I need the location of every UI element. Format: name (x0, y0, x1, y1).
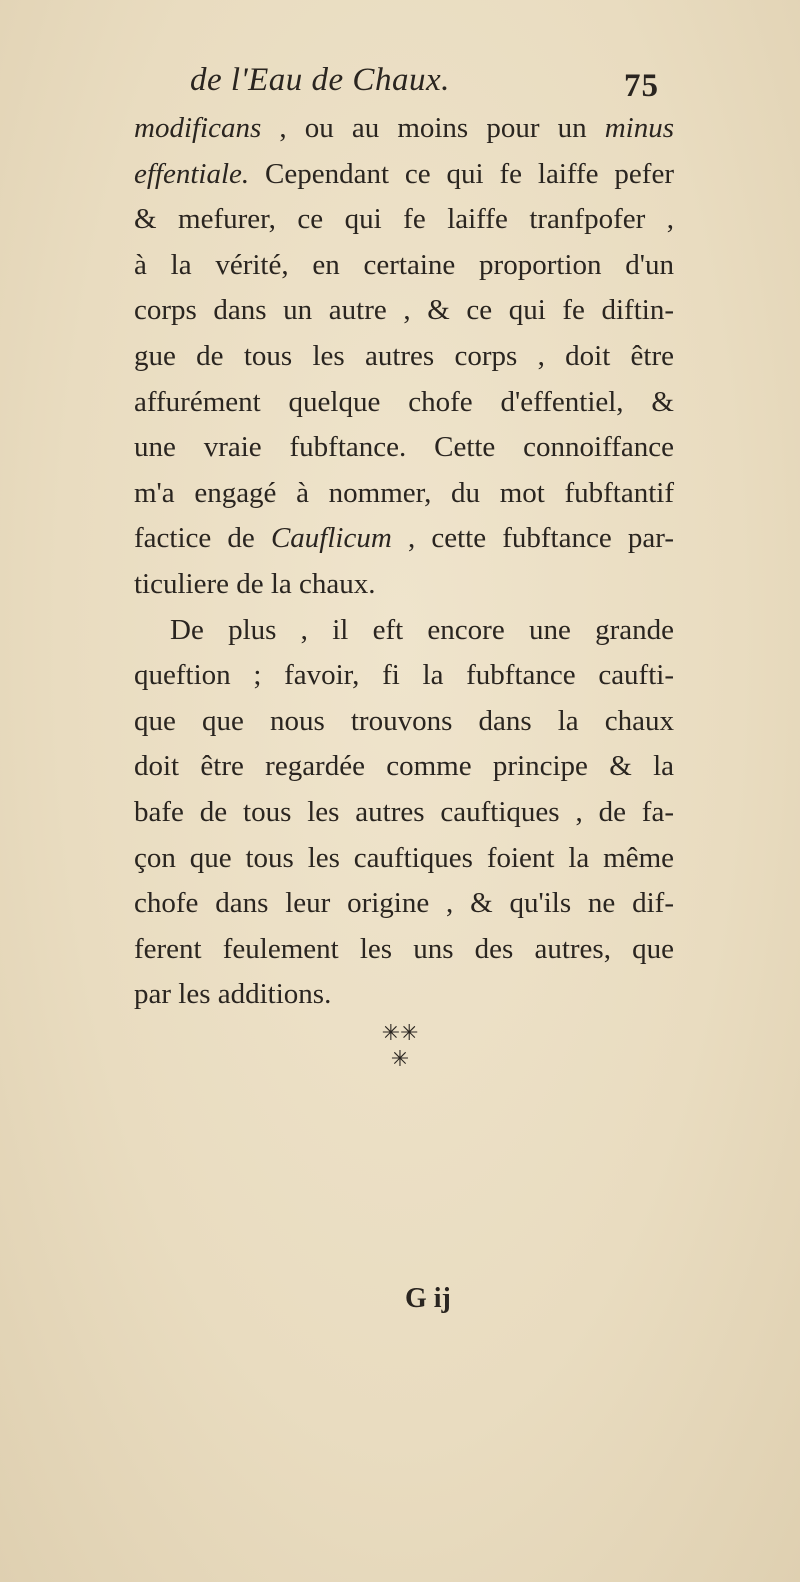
text-line (134, 380, 674, 426)
text-line (134, 653, 674, 699)
text-line (134, 608, 674, 654)
text-run: doit être regardée comme principe & la (134, 750, 674, 783)
text-run: que que nous trouvons dans la chaux (134, 704, 674, 737)
text-line (134, 471, 674, 517)
text-line (134, 106, 674, 152)
text-run: gue de tous les autres corps , doit être (134, 339, 674, 372)
text-run: , cette fubftance par- (391, 522, 674, 555)
text-run: queftion ; favoir, fi la fubftance caufti- (134, 659, 674, 692)
text-run: Cependant ce qui fe laiffe pefer (249, 157, 674, 190)
text-run: factice de (134, 522, 271, 555)
text-line (134, 881, 674, 927)
text-run: corps dans un autre , & ce qui fe diftin- (134, 294, 674, 327)
text-run: çon que tous les cauftiques foient la même (134, 841, 674, 874)
text-run: par les additions. (134, 978, 332, 1011)
running-head: de l'Eau de Chaux. (190, 62, 450, 98)
text-run: à la vérité, en certaine proportion d'un (134, 248, 674, 281)
text-line (134, 699, 674, 745)
italic-text: minus (604, 112, 674, 144)
text-line (134, 790, 674, 836)
page-number: 75 (624, 68, 659, 104)
ornament-bottom: ✳ (390, 1046, 410, 1071)
text-line (134, 243, 674, 289)
text-run: ticuliere de la chaux. (134, 567, 376, 600)
italic-text: modificans (134, 112, 262, 144)
text-line (134, 197, 674, 243)
text-line (134, 927, 674, 973)
text-line (134, 972, 674, 1018)
text-line (134, 288, 674, 334)
body-text (134, 106, 674, 1018)
text-line (134, 425, 674, 471)
signature-mark: G ij (405, 1283, 451, 1314)
asterism-ornament (0, 1020, 800, 1072)
text-line (134, 562, 674, 608)
text-run: affurément quelque chofe d'effentiel, & (134, 385, 674, 418)
text-line (134, 152, 674, 198)
text-run: bafe de tous les autres cauftiques , de fa- (134, 795, 674, 828)
text-line (134, 836, 674, 882)
text-run: , ou au moins pour un (261, 112, 605, 144)
text-run: ferent feulement les uns des autres, que (134, 932, 674, 965)
text-run: m'a engagé à nommer, du mot fubftantif (134, 476, 674, 509)
text-run: une vraie fubftance. Cette connoiffance (134, 431, 674, 464)
ornament-top: ✳✳ (381, 1020, 419, 1045)
text-line (134, 334, 674, 380)
text-run: chofe dans leur origine , & qu'ils ne dif- (134, 887, 674, 920)
text-run: & mefurer, ce qui fe laiffe tranfpofer , (134, 203, 674, 236)
text-line (134, 744, 674, 790)
italic-text: effentiale. (134, 157, 250, 190)
italic-text: Cauflicum (270, 522, 392, 555)
text-run: De plus , il eft encore une grande (170, 613, 674, 646)
text-line (134, 516, 674, 562)
